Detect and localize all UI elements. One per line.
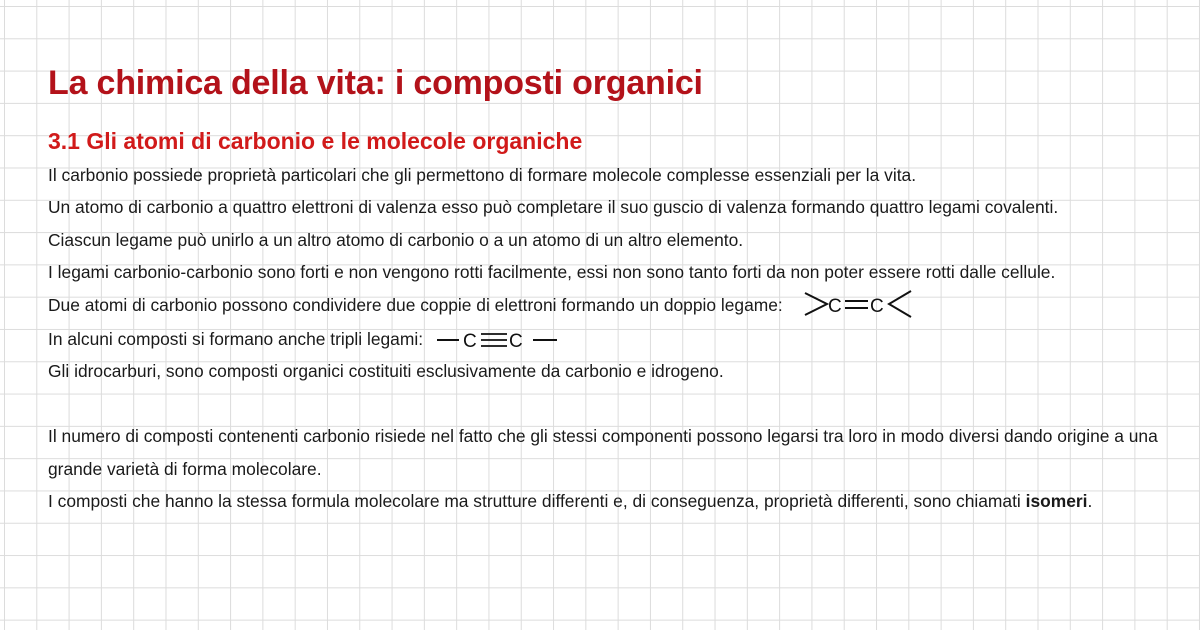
carbon-atom-label: C (869, 296, 884, 318)
document-page (48, 58, 1158, 517)
page-title: La chimica della vita: i composti organici (48, 64, 703, 102)
paragraph-text: Due atomi di carbonio possono condividere due coppie di elettroni formando un doppio legame: (48, 294, 783, 315)
section-body (48, 159, 1158, 517)
carbon-atom-label: C (509, 331, 523, 353)
paragraph: Il carbonio possiede proprietà particolari che gli permettono di formare molecole complesse essenziali per la vita. (48, 165, 917, 185)
paragraph-text: In alcuni composti si formano anche tripli legami: (48, 329, 424, 350)
paragraph: Gli idrocarburi, sono composti organici costituiti esclusivamente da carbonio e idrogeno. (48, 361, 724, 382)
paragraph: Ciascun legame può unirlo a un altro atomo di carbonio o a un atomo di un altro elemento. (48, 229, 744, 250)
paragraph-isomeri (48, 485, 1158, 517)
paragraph-end: . (1087, 491, 1093, 512)
paragraph: Un atomo di carbonio a quattro elettroni di valenza esso può completare il suo guscio di valenza formando quattro legami covalenti. (48, 197, 1059, 218)
triple-bond-formula (435, 325, 563, 355)
paragraph-double-bond (48, 289, 1158, 323)
carbon-atom-label: C (463, 331, 477, 353)
paragraph-gap (48, 388, 1158, 420)
double-bond-formula (799, 289, 919, 323)
paragraph-triple-bond (48, 323, 1158, 355)
paragraph-text: I composti che hanno la stessa formula molecolare ma strutture differenti e, di conseguenza, proprietà differenti, sono chiamati (48, 491, 1026, 512)
carbon-atom-label: C (827, 296, 842, 318)
isomeri-term: isomeri (1025, 491, 1088, 512)
paragraph: I legami carbonio-carbonio sono forti e non vengono rotti facilmente, essi non sono tanto forti da non poter essere rotti dalle cellule. (48, 262, 1056, 283)
section-heading: 3.1 Gli atomi di carbonio e le molecole organiche (48, 128, 583, 154)
paragraph: Il numero di composti contenenti carbonio risiede nel fatto che gli stessi componenti possono legarsi tra loro in modo diversi dando origine a una grande varietà di forma molecolare. (48, 426, 1158, 479)
